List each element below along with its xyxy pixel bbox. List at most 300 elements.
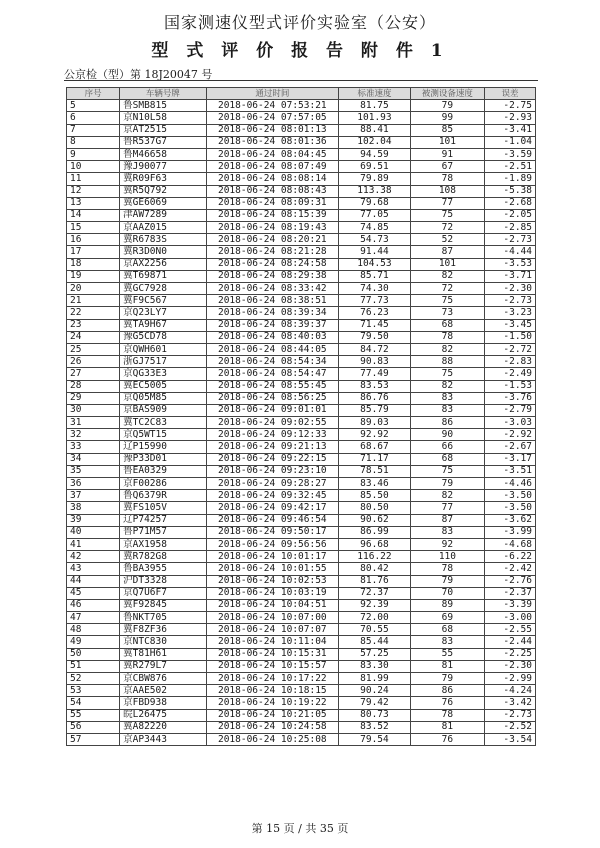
device-speed: 87 — [410, 246, 484, 258]
speed-error: -3.54 — [484, 733, 535, 745]
pass-time: 2018-06-24 08:55:45 — [206, 380, 338, 392]
standard-speed: 54.73 — [339, 234, 411, 246]
device-speed: 78 — [410, 709, 484, 721]
standard-speed: 83.52 — [339, 721, 411, 733]
row-number: 44 — [67, 575, 120, 587]
plate-number: 京AT2515 — [120, 124, 207, 136]
standard-speed: 85.79 — [339, 404, 411, 416]
pass-time: 2018-06-24 09:28:27 — [206, 478, 338, 490]
device-speed: 69 — [410, 612, 484, 624]
plate-number: 京Q7U6F7 — [120, 587, 207, 599]
table-row — [67, 112, 536, 124]
standard-speed: 78.51 — [339, 465, 411, 477]
speed-error: -2.73 — [484, 295, 535, 307]
table-row — [67, 392, 536, 404]
page-number: 第 15 页 / 共 35 页 — [251, 822, 349, 835]
table-row — [67, 551, 536, 563]
standard-speed: 104.53 — [339, 258, 411, 270]
table-row — [67, 258, 536, 270]
device-speed: 82 — [410, 380, 484, 392]
speed-error: -2.37 — [484, 587, 535, 599]
row-number: 20 — [67, 283, 120, 295]
pass-time: 2018-06-24 08:08:43 — [206, 185, 338, 197]
pass-time: 2018-06-24 09:21:13 — [206, 441, 338, 453]
pass-time: 2018-06-24 10:03:19 — [206, 587, 338, 599]
device-speed: 79 — [410, 575, 484, 587]
table-row — [67, 307, 536, 319]
table-row — [67, 404, 536, 416]
row-number: 30 — [67, 404, 120, 416]
row-number: 17 — [67, 246, 120, 258]
speed-error: -2.99 — [484, 673, 535, 685]
standard-speed: 79.54 — [339, 733, 411, 745]
speed-error: -3.45 — [484, 319, 535, 331]
plate-number: 冀T69871 — [120, 270, 207, 282]
table-row — [67, 417, 536, 429]
table-row — [67, 380, 536, 392]
standard-speed: 71.45 — [339, 319, 411, 331]
table-row — [67, 234, 536, 246]
pass-time: 2018-06-24 08:44:05 — [206, 343, 338, 355]
plate-number: 冀R279L7 — [120, 660, 207, 672]
speed-error: -2.30 — [484, 660, 535, 672]
standard-speed: 85.50 — [339, 490, 411, 502]
row-number: 47 — [67, 612, 120, 624]
row-number: 22 — [67, 307, 120, 319]
speed-error: -3.53 — [484, 258, 535, 270]
pass-time: 2018-06-24 08:01:36 — [206, 136, 338, 148]
column-header: 序号 — [67, 88, 120, 100]
row-number: 14 — [67, 209, 120, 221]
plate-number: 京QWH601 — [120, 343, 207, 355]
device-speed: 68 — [410, 319, 484, 331]
plate-number: 冀GC7928 — [120, 283, 207, 295]
speed-error: -1.04 — [484, 136, 535, 148]
standard-speed: 85.44 — [339, 636, 411, 648]
row-number: 33 — [67, 441, 120, 453]
row-number: 40 — [67, 526, 120, 538]
device-speed: 108 — [410, 185, 484, 197]
table-row — [67, 100, 536, 112]
plate-number: 京Q05M85 — [120, 392, 207, 404]
row-number: 16 — [67, 234, 120, 246]
pass-time: 2018-06-24 08:33:42 — [206, 283, 338, 295]
table-row — [67, 185, 536, 197]
table-row — [67, 721, 536, 733]
speed-error: -2.55 — [484, 624, 535, 636]
table-row — [67, 636, 536, 648]
row-number: 31 — [67, 417, 120, 429]
pass-time: 2018-06-24 07:57:05 — [206, 112, 338, 124]
pass-time: 2018-06-24 10:01:55 — [206, 563, 338, 575]
row-number: 8 — [67, 136, 120, 148]
pass-time: 2018-06-24 09:02:55 — [206, 417, 338, 429]
speed-error: -2.42 — [484, 563, 535, 575]
row-number: 56 — [67, 721, 120, 733]
standard-speed: 85.71 — [339, 270, 411, 282]
standard-speed: 74.30 — [339, 283, 411, 295]
speed-records-table — [66, 87, 536, 746]
plate-number: 冀R6783S — [120, 234, 207, 246]
device-speed: 68 — [410, 624, 484, 636]
plate-number: 京Q5WT15 — [120, 429, 207, 441]
speed-error: -2.25 — [484, 648, 535, 660]
device-speed: 55 — [410, 648, 484, 660]
plate-number: 鲁R537G7 — [120, 136, 207, 148]
device-speed: 86 — [410, 685, 484, 697]
row-number: 57 — [67, 733, 120, 745]
pass-time: 2018-06-24 08:54:47 — [206, 368, 338, 380]
speed-error: -2.68 — [484, 197, 535, 209]
standard-speed: 92.39 — [339, 599, 411, 611]
table-row — [67, 161, 536, 173]
device-speed: 79 — [410, 673, 484, 685]
table-row — [67, 173, 536, 185]
pass-time: 2018-06-24 10:25:08 — [206, 733, 338, 745]
standard-speed: 68.67 — [339, 441, 411, 453]
standard-speed: 80.42 — [339, 563, 411, 575]
plate-number: 冀F92845 — [120, 599, 207, 611]
plate-number: 辽P74257 — [120, 514, 207, 526]
speed-error: -2.73 — [484, 234, 535, 246]
speed-error: -3.71 — [484, 270, 535, 282]
table-row — [67, 368, 536, 380]
speed-error: -2.67 — [484, 441, 535, 453]
device-speed: 76 — [410, 733, 484, 745]
device-speed: 85 — [410, 124, 484, 136]
table-row — [67, 526, 536, 538]
pass-time: 2018-06-24 09:01:01 — [206, 404, 338, 416]
speed-error: -3.39 — [484, 599, 535, 611]
device-speed: 66 — [410, 441, 484, 453]
row-number: 41 — [67, 538, 120, 550]
pass-time: 2018-06-24 08:20:21 — [206, 234, 338, 246]
standard-speed: 91.44 — [339, 246, 411, 258]
pass-time: 2018-06-24 10:15:57 — [206, 660, 338, 672]
standard-speed: 113.38 — [339, 185, 411, 197]
plate-number: 京AX2256 — [120, 258, 207, 270]
row-number: 11 — [67, 173, 120, 185]
table-row — [67, 563, 536, 575]
pass-time: 2018-06-24 08:40:03 — [206, 331, 338, 343]
row-number: 29 — [67, 392, 120, 404]
table-row — [67, 124, 536, 136]
standard-speed: 88.41 — [339, 124, 411, 136]
speed-error: -1.89 — [484, 173, 535, 185]
pass-time: 2018-06-24 08:38:51 — [206, 295, 338, 307]
pass-time: 2018-06-24 10:11:04 — [206, 636, 338, 648]
standard-speed: 102.04 — [339, 136, 411, 148]
speed-error: -3.76 — [484, 392, 535, 404]
column-header: 误差 — [484, 88, 535, 100]
plate-number: 津AW7289 — [120, 209, 207, 221]
device-speed: 87 — [410, 514, 484, 526]
device-speed: 81 — [410, 721, 484, 733]
device-speed: 77 — [410, 197, 484, 209]
table-row — [67, 441, 536, 453]
table-row — [67, 478, 536, 490]
standard-speed: 70.55 — [339, 624, 411, 636]
speed-error: -2.44 — [484, 636, 535, 648]
table-row — [67, 673, 536, 685]
header-divider — [64, 80, 538, 81]
standard-speed: 57.25 — [339, 648, 411, 660]
row-number: 35 — [67, 465, 120, 477]
speed-error: -3.62 — [484, 514, 535, 526]
device-speed: 83 — [410, 392, 484, 404]
row-number: 26 — [67, 356, 120, 368]
plate-number: 鲁SMB815 — [120, 100, 207, 112]
plate-number: 京NTC830 — [120, 636, 207, 648]
plate-number: 鲁EA0329 — [120, 465, 207, 477]
row-number: 21 — [67, 295, 120, 307]
plate-number: 皖L26475 — [120, 709, 207, 721]
speed-error: -4.44 — [484, 246, 535, 258]
pass-time: 2018-06-24 09:50:17 — [206, 526, 338, 538]
plate-number: 京AAZ015 — [120, 222, 207, 234]
device-speed: 92 — [410, 538, 484, 550]
table-row — [67, 697, 536, 709]
row-number: 52 — [67, 673, 120, 685]
column-header: 被测设备速度 — [410, 88, 484, 100]
row-number: 53 — [67, 685, 120, 697]
speed-error: -2.83 — [484, 356, 535, 368]
plate-number: 豫J90077 — [120, 161, 207, 173]
row-number: 6 — [67, 112, 120, 124]
pass-time: 2018-06-24 08:04:45 — [206, 148, 338, 160]
row-number: 42 — [67, 551, 120, 563]
device-speed: 82 — [410, 490, 484, 502]
row-number: 54 — [67, 697, 120, 709]
table-row — [67, 246, 536, 258]
device-speed: 83 — [410, 526, 484, 538]
plate-number: 京F00286 — [120, 478, 207, 490]
row-number: 38 — [67, 502, 120, 514]
standard-speed: 83.30 — [339, 660, 411, 672]
table-row — [67, 283, 536, 295]
plate-number: 冀F8ZF36 — [120, 624, 207, 636]
device-speed: 75 — [410, 368, 484, 380]
speed-error: -3.23 — [484, 307, 535, 319]
device-speed: 101 — [410, 258, 484, 270]
plate-number: 冀T81H61 — [120, 648, 207, 660]
device-speed: 67 — [410, 161, 484, 173]
row-number: 50 — [67, 648, 120, 660]
device-speed: 99 — [410, 112, 484, 124]
standard-speed: 77.49 — [339, 368, 411, 380]
device-speed: 78 — [410, 173, 484, 185]
row-number: 48 — [67, 624, 120, 636]
device-speed: 86 — [410, 417, 484, 429]
table-row — [67, 197, 536, 209]
device-speed: 76 — [410, 697, 484, 709]
plate-number: 京BAS909 — [120, 404, 207, 416]
row-number: 18 — [67, 258, 120, 270]
speed-error: -6.22 — [484, 551, 535, 563]
device-speed: 73 — [410, 307, 484, 319]
device-speed: 83 — [410, 636, 484, 648]
pass-time: 2018-06-24 10:18:15 — [206, 685, 338, 697]
table-row — [67, 733, 536, 745]
speed-error: -2.72 — [484, 343, 535, 355]
plate-number: 沪DT3328 — [120, 575, 207, 587]
pass-time: 2018-06-24 10:15:31 — [206, 648, 338, 660]
document-number: 公京检（型）第 18J20047 号 — [64, 68, 213, 81]
pass-time: 2018-06-24 09:46:54 — [206, 514, 338, 526]
plate-number: 豫G5CD78 — [120, 331, 207, 343]
speed-error: -3.41 — [484, 124, 535, 136]
table-row — [67, 612, 536, 624]
standard-speed: 92.92 — [339, 429, 411, 441]
speed-error: -2.51 — [484, 161, 535, 173]
table-row — [67, 209, 536, 221]
row-number: 23 — [67, 319, 120, 331]
pass-time: 2018-06-24 08:15:39 — [206, 209, 338, 221]
row-number: 5 — [67, 100, 120, 112]
speed-error: -2.30 — [484, 283, 535, 295]
speed-error: -2.85 — [484, 222, 535, 234]
table-row — [67, 587, 536, 599]
row-number: 9 — [67, 148, 120, 160]
table-row — [67, 660, 536, 672]
device-speed: 101 — [410, 136, 484, 148]
table-row — [67, 514, 536, 526]
standard-speed: 84.72 — [339, 343, 411, 355]
speed-error: -3.50 — [484, 490, 535, 502]
row-number: 46 — [67, 599, 120, 611]
device-speed: 70 — [410, 587, 484, 599]
speed-error: -5.38 — [484, 185, 535, 197]
table-row — [67, 295, 536, 307]
speed-error: -4.68 — [484, 538, 535, 550]
table-row — [67, 648, 536, 660]
row-number: 39 — [67, 514, 120, 526]
plate-number: 京Q23LY7 — [120, 307, 207, 319]
standard-speed: 86.76 — [339, 392, 411, 404]
device-speed: 90 — [410, 429, 484, 441]
table-row — [67, 624, 536, 636]
table-row — [67, 356, 536, 368]
table-row — [67, 136, 536, 148]
plate-number: 冀TC2C83 — [120, 417, 207, 429]
plate-number: 冀TA9H67 — [120, 319, 207, 331]
table-row — [67, 465, 536, 477]
plate-number: 冀F9C567 — [120, 295, 207, 307]
pass-time: 2018-06-24 10:01:17 — [206, 551, 338, 563]
speed-error: -1.50 — [484, 331, 535, 343]
pass-time: 2018-06-24 09:22:15 — [206, 453, 338, 465]
device-speed: 88 — [410, 356, 484, 368]
pass-time: 2018-06-24 10:04:51 — [206, 599, 338, 611]
speed-error: -3.42 — [484, 697, 535, 709]
speed-error: -2.76 — [484, 575, 535, 587]
row-number: 10 — [67, 161, 120, 173]
device-speed: 82 — [410, 343, 484, 355]
table-row — [67, 319, 536, 331]
plate-number: 冀R3D0N0 — [120, 246, 207, 258]
pass-time: 2018-06-24 08:24:58 — [206, 258, 338, 270]
row-number: 12 — [67, 185, 120, 197]
pass-time: 2018-06-24 08:09:31 — [206, 197, 338, 209]
row-number: 43 — [67, 563, 120, 575]
device-speed: 89 — [410, 599, 484, 611]
row-number: 36 — [67, 478, 120, 490]
standard-speed: 96.68 — [339, 538, 411, 550]
device-speed: 72 — [410, 283, 484, 295]
speed-error: -3.59 — [484, 148, 535, 160]
table-row — [67, 709, 536, 721]
plate-number: 冀R782G8 — [120, 551, 207, 563]
standard-speed: 81.76 — [339, 575, 411, 587]
table-row — [67, 222, 536, 234]
row-number: 45 — [67, 587, 120, 599]
speed-error: -2.75 — [484, 100, 535, 112]
device-speed: 77 — [410, 502, 484, 514]
row-number: 55 — [67, 709, 120, 721]
standard-speed: 79.89 — [339, 173, 411, 185]
standard-speed: 79.50 — [339, 331, 411, 343]
speed-error: -3.03 — [484, 417, 535, 429]
speed-error: -2.92 — [484, 429, 535, 441]
device-speed: 75 — [410, 295, 484, 307]
plate-number: 鲁Q6379R — [120, 490, 207, 502]
pass-time: 2018-06-24 08:29:38 — [206, 270, 338, 282]
device-speed: 78 — [410, 331, 484, 343]
plate-number: 冀EC5005 — [120, 380, 207, 392]
row-number: 13 — [67, 197, 120, 209]
speed-error: -3.50 — [484, 502, 535, 514]
speed-error: -2.79 — [484, 404, 535, 416]
device-speed: 52 — [410, 234, 484, 246]
speed-error: -3.51 — [484, 465, 535, 477]
device-speed: 110 — [410, 551, 484, 563]
device-speed: 83 — [410, 404, 484, 416]
standard-speed: 71.17 — [339, 453, 411, 465]
pass-time: 2018-06-24 08:39:34 — [206, 307, 338, 319]
device-speed: 75 — [410, 209, 484, 221]
column-header: 标准速度 — [339, 88, 411, 100]
row-number: 15 — [67, 222, 120, 234]
table-header-row — [67, 88, 536, 100]
speed-error: -3.00 — [484, 612, 535, 624]
standard-speed: 83.53 — [339, 380, 411, 392]
row-number: 24 — [67, 331, 120, 343]
pass-time: 2018-06-24 10:17:22 — [206, 673, 338, 685]
plate-number: 浙GJ7517 — [120, 356, 207, 368]
device-speed: 91 — [410, 148, 484, 160]
pass-time: 2018-06-24 09:32:45 — [206, 490, 338, 502]
table-row — [67, 685, 536, 697]
standard-speed: 81.75 — [339, 100, 411, 112]
row-number: 32 — [67, 429, 120, 441]
plate-number: 鲁P71M57 — [120, 526, 207, 538]
speed-error: -2.05 — [484, 209, 535, 221]
plate-number: 辽P15990 — [120, 441, 207, 453]
standard-speed: 86.99 — [339, 526, 411, 538]
table-row — [67, 343, 536, 355]
standard-speed: 74.85 — [339, 222, 411, 234]
plate-number: 豫P33D01 — [120, 453, 207, 465]
device-speed: 72 — [410, 222, 484, 234]
speed-error: -2.49 — [484, 368, 535, 380]
pass-time: 2018-06-24 10:07:07 — [206, 624, 338, 636]
table-row — [67, 453, 536, 465]
speed-error: -3.17 — [484, 453, 535, 465]
plate-number: 鲁BA3955 — [120, 563, 207, 575]
pass-time: 2018-06-24 09:56:56 — [206, 538, 338, 550]
standard-speed: 72.00 — [339, 612, 411, 624]
plate-number: 京FBD938 — [120, 697, 207, 709]
